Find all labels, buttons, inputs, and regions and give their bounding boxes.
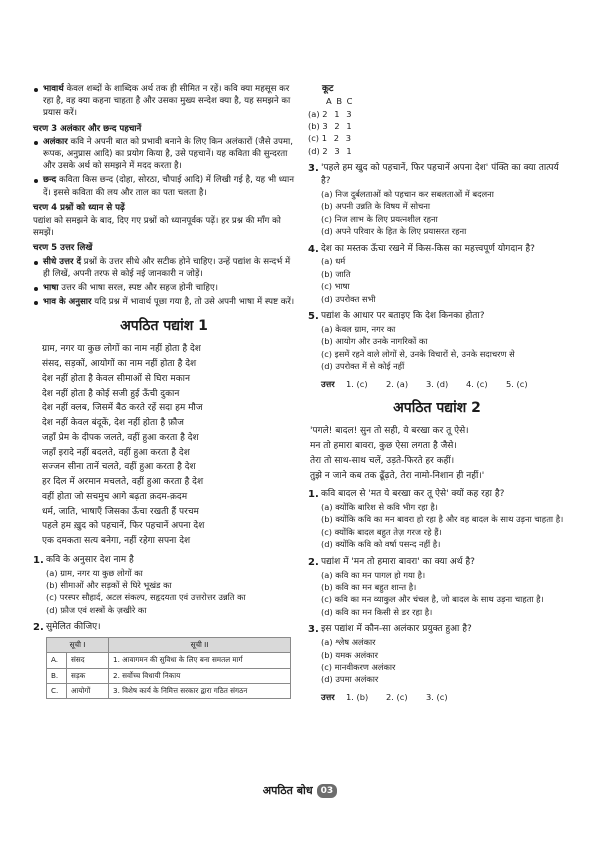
- question-text: इस पद्यांश में कौन-सा अलंकार प्रयुक्त हुआ है?: [321, 624, 472, 635]
- option: (c) मानवीकरण अलंकार: [321, 661, 396, 672]
- page-footer: [0, 783, 600, 799]
- step5-title: चरण 5 उत्तर लिखें: [33, 243, 93, 254]
- answer: 1. (b): [346, 691, 369, 702]
- bullet-seedhe-uttar: [33, 256, 295, 280]
- bullet-bold: भावार्थ: [43, 84, 64, 94]
- right-column: [308, 83, 566, 704]
- poem-line: धर्म, जाति, भाषाएँ जिसका ऊँचा रखती हैं परचम: [42, 506, 199, 517]
- answer: 5. (c): [506, 378, 528, 389]
- poem1: [33, 342, 295, 549]
- passage2-question-1: [308, 488, 566, 551]
- poem-line: 'पगले! बादल! सुन तो सही, ये बरखा कर तू ऐसे।: [310, 426, 469, 437]
- bullet-text: उत्तर की भाषा सरल, स्पष्ट और सहज होनी चाहिए।: [58, 283, 218, 294]
- left-column: [33, 83, 295, 699]
- koot-columns: A B C: [326, 95, 354, 106]
- option: (d) उपमा अलंकार: [321, 674, 379, 685]
- bullet-bhasha: [33, 282, 295, 294]
- koot-value: 1: [346, 145, 352, 156]
- passage2-question-3: [308, 623, 566, 686]
- question-number: 4.: [308, 243, 319, 255]
- koot-row-label: (b): [308, 120, 320, 131]
- row-label: C.: [47, 683, 67, 698]
- bullet-text: प्रश्नों के उत्तर सीधे और सटीक होने चाहिए। उन्हें पद्यांश के सन्दर्भ में ही लिखें, अपनी तरफ से कोई नई जानकारी न जोड़ें।: [43, 256, 291, 279]
- koot-row: [308, 120, 566, 132]
- option: (b) आयोग और उनके नागरिकों का: [321, 336, 428, 347]
- question-number: 5.: [308, 311, 319, 323]
- answer-key-1: [308, 379, 566, 391]
- question-5: [308, 310, 566, 373]
- option: (b) यमक अलंकार: [321, 649, 379, 660]
- question-text: पद्यांश के आधार पर बताइए कि देश किनका होता?: [321, 311, 485, 322]
- step4-title: चरण 4 प्रश्नों को ध्यान से पढ़ें: [33, 202, 125, 213]
- poem-line: देश नहीं होता है केवल सीमाओं से घिरा मकान: [42, 373, 190, 384]
- bullet-chhand: [33, 174, 295, 198]
- koot-value: 1: [334, 108, 340, 119]
- bullet-bold: सीधे उत्तर दें: [43, 256, 82, 267]
- option: (d) अपने परिवार के हित के लिए प्रयासरत रहना: [321, 226, 467, 237]
- question-number: 2.: [308, 556, 319, 568]
- match-table: [46, 637, 291, 699]
- poem-line: देश नहीं केवल बंदूकें, देश नहीं होता है फ़ौज: [42, 418, 184, 429]
- bullet-bhav: [33, 296, 295, 308]
- option: (b) क्योंकि कवि का मन बावरा हो रहा है और वह बादल के साथ उड़ना चाहता है।: [321, 514, 564, 525]
- question-3: [308, 162, 566, 237]
- option: (a) ग्राम, नगर या कुछ लोगों का: [46, 567, 143, 578]
- koot-value: 2: [322, 108, 328, 119]
- row-item-1: आयोगों: [67, 683, 109, 698]
- bullet-text: कवि ने अपनी बात को प्रभावी बनाने के लिए किन अलंकारों (जैसे उपमा, रूपक, अनुप्रास आदि) का प्रयोग किया है, उसे पहचानें। यह कविता की सुन्दरता और उसके अर्थ को समझने में मदद करता है।: [43, 136, 293, 172]
- option: (d) उपरोक्त सभी: [321, 293, 376, 304]
- option: (d) उपरोक्त में से कोई नहीं: [321, 361, 405, 372]
- row-item-1: संसद: [67, 653, 109, 668]
- poem-line: एक दमकता सत्य बनेगा, नहीं रहेगा सपना देश: [42, 536, 191, 547]
- koot-row-label: (d): [308, 145, 320, 156]
- poem-line: ग्राम, नगर या कुछ लोगों का नाम नहीं होता है देश: [42, 344, 201, 355]
- bullet-text: यदि प्रश्न में भावार्थ पूछा गया है, तो उसे अपनी भाषा में स्पष्ट करें।: [91, 297, 295, 308]
- question-number: 2.: [33, 622, 44, 634]
- option: (a) केवल ग्राम, नगर का: [321, 323, 396, 334]
- poem-line: पहले हम ख़ुद को पहचानें, फिर पहचानें अपना देश: [42, 521, 205, 532]
- footer-title: अपठित बोध: [262, 784, 313, 797]
- poem-line: तेरा तो साथ-साथ चलें, उड़ते-फिरते हर कहीं।: [310, 455, 455, 466]
- poem-line: देश नहीं होता है कोई सजी हुई ऊँची दुकान: [42, 388, 180, 399]
- option: (a) निज दुर्बलताओं को पहचान कर सबलताओं में बदलना: [321, 188, 494, 199]
- answer-key-2: [308, 692, 566, 704]
- option: (b) जाति: [321, 268, 351, 279]
- koot-value: 2: [334, 120, 340, 131]
- question-2: [33, 621, 295, 634]
- bullet-bold: अलंकार: [43, 136, 68, 147]
- koot-value: 3: [345, 133, 351, 144]
- answer: 3. (d): [426, 378, 449, 389]
- koot-value: 3: [322, 120, 328, 131]
- row-label: A.: [47, 653, 67, 668]
- koot-value: 1: [346, 120, 352, 131]
- poem-line: हर दिल में अरमान मचलते, वहीं हुआ करता है देश: [42, 477, 204, 488]
- match-table-header: [47, 638, 291, 653]
- row-item-2: 1. आवागमन की सुविधा के लिए बना समतल मार्ग: [109, 653, 291, 668]
- option: (c) भाषा: [321, 281, 350, 292]
- option: (a) कवि का मन पागल हो गया है।: [321, 569, 426, 580]
- poem-line: जहाँ इरादे नहीं बदलते, वहीं हुआ करता है देश: [42, 447, 190, 458]
- poem-line: मन तो हमारा बावरा, कुछ ऐसा लगता है जैसे।: [310, 441, 457, 452]
- table-row: [47, 668, 291, 683]
- page-number-badge: 03: [317, 784, 338, 798]
- koot-value: 2: [333, 133, 339, 144]
- bullet-bhavarth: [33, 83, 295, 120]
- question-text: सुमेलित कीजिए।: [46, 622, 101, 633]
- passage2-question-2: [308, 556, 566, 619]
- bullet-alankar: [33, 136, 295, 173]
- question-4: [308, 243, 566, 306]
- koot-row-label: (c): [308, 133, 320, 144]
- step4-text: पद्यांश को समझने के बाद, दिए गए प्रश्नों को ध्यानपूर्वक पढ़ें। हर प्रश्न की माँग को समझें।: [33, 216, 281, 239]
- question-text: पद्यांश में 'मन तो हमारा बावरा' का क्या अर्थ है?: [321, 556, 475, 567]
- answer-label: उत्तर: [321, 691, 335, 702]
- question-1: [33, 554, 295, 617]
- answer-label: उत्तर: [321, 378, 335, 389]
- koot-row: [308, 145, 566, 157]
- poem-line: जहाँ प्रेम के दीपक जलते, वहीं हुआ करता है देश: [42, 432, 199, 443]
- koot-value: 1: [321, 133, 327, 144]
- answer: 1. (c): [346, 378, 368, 389]
- poem-line: वहीं होता जो सचमुच आगे बढ़ता क़दम-क़दम: [42, 491, 188, 502]
- option: (c) कवि का मन व्याकुल और चंचल है, जो बादल के साथ उड़ना चाहता है।: [321, 594, 544, 605]
- answer: 4. (c): [466, 378, 488, 389]
- option: (b) अपनी उन्नति के विषय में सोचना: [321, 201, 431, 212]
- row-item-1: सड़क: [67, 668, 109, 683]
- option: (b) सीमाओं और सड़कों से घिरे भूखंड का: [46, 580, 172, 591]
- answer: 2. (c): [386, 691, 408, 702]
- koot-title: कूट: [322, 84, 334, 94]
- poem-line: देश नहीं क्लब, जिसमें बैठ करते रहें सदा हम मौज: [42, 403, 203, 414]
- answer: 3. (c): [426, 691, 448, 702]
- option: (c) क्योंकि बादल बहुत तेज़ गरज रहे हैं।: [321, 526, 442, 537]
- option: (d) क्योंकि कवि को वर्षा पसन्द नहीं है।: [321, 539, 441, 550]
- poem-line: तुझे न जाने कब तक ढूँढ़ते, तेरा नामो-निशान ही नहीं।': [310, 470, 485, 481]
- header-list-1: सूची I: [47, 638, 109, 653]
- poem-line: संसद, सड़कों, आयोगों का नाम नहीं होता है देश: [42, 359, 197, 370]
- koot-value: 3: [346, 108, 352, 119]
- question-number: 1.: [308, 489, 319, 501]
- option: (c) निज लाभ के लिए प्रयत्नशील रहना: [321, 213, 438, 224]
- bullet-text: केवल शब्दों के शाब्दिक अर्थ तक ही सीमित न रहें। कवि क्या महसूस कर रहा है, वह क्या कहना चाहता है और उसका मुख्य सन्देश क्या है, यह समझने का प्रयास करें।: [43, 84, 291, 119]
- question-text: देश का मस्तक ऊँचा रखने में किस-किस का महत्त्वपूर्ण योगदान है?: [321, 243, 535, 254]
- poem2: [308, 424, 566, 483]
- row-item-2: 2. सर्वोच्च विधायी निकाय: [109, 668, 291, 683]
- answer: 2. (a): [386, 378, 409, 389]
- question-number: 1.: [33, 554, 44, 566]
- table-row: [47, 683, 291, 698]
- koot-value: 2: [322, 145, 328, 156]
- question-text: कवि के अनुसार देश नाम है: [46, 554, 134, 565]
- koot-row-label: (a): [308, 108, 320, 119]
- question-number: 3.: [308, 163, 319, 175]
- question-number: 3.: [308, 624, 319, 636]
- header-list-2: सूची II: [109, 638, 291, 653]
- option: (d) फ़ौज एवं शस्त्रों के ज़खीरे का: [46, 604, 147, 615]
- bullet-bold: भाषा: [43, 283, 59, 294]
- table-row: [47, 653, 291, 668]
- option: (c) परस्पर सौहार्द, अटल संकल्प, सहृदयता एवं उत्तरोत्तर उन्नति का: [46, 592, 246, 603]
- option: (a) श्लेष अलंकार: [321, 637, 376, 648]
- passage2-title: अपठित पद्यांश 2: [393, 400, 481, 417]
- option: (a) धर्म: [321, 256, 346, 267]
- question-text: 'पहले हम खुद को पहचानें, फिर पहचानें अपना देश' पंक्ति का क्या तात्पर्य है?: [321, 163, 559, 187]
- bullet-text: कविता किस छन्द (दोहा, सोरठा, चौपाई आदि) में लिखी गई है, यह भी ध्यान दें। इससे कविता की लय और ताल का पता चलता है।: [43, 175, 295, 198]
- passage1-title: अपठित पद्यांश 1: [120, 318, 208, 335]
- bullet-bold: भाव के अनुसार: [43, 297, 92, 308]
- row-label: B.: [47, 668, 67, 683]
- step3-title: चरण 3 अलंकार और छन्द पहचानें: [33, 123, 142, 134]
- koot-value: 3: [334, 145, 340, 156]
- koot-row: [308, 108, 566, 120]
- option: (d) कवि का मन किसी से डर रहा है।: [321, 606, 433, 617]
- option: (c) इसमें रहने वाले लोगों से, उनके विचारों से, उनके सदाचरण से: [321, 348, 515, 359]
- option: (b) कवि का मन बहुत शान्त है।: [321, 581, 417, 592]
- poem-line: सज्जन सीना तानें चलते, वहीं हुआ करता है देश: [42, 462, 196, 473]
- koot-row: [308, 132, 566, 144]
- bullet-bold: छन्द: [43, 175, 57, 186]
- question-text: कवि बादल से 'मत ये बरखा कर तू ऐसे' क्यों कह रहा है?: [321, 489, 505, 500]
- option: (a) क्योंकि बारिश से कवि भीग रहा है।: [321, 502, 438, 513]
- row-item-2: 3. विशेष कार्य के निमित्त सरकार द्वारा गठित संगठन: [109, 683, 291, 698]
